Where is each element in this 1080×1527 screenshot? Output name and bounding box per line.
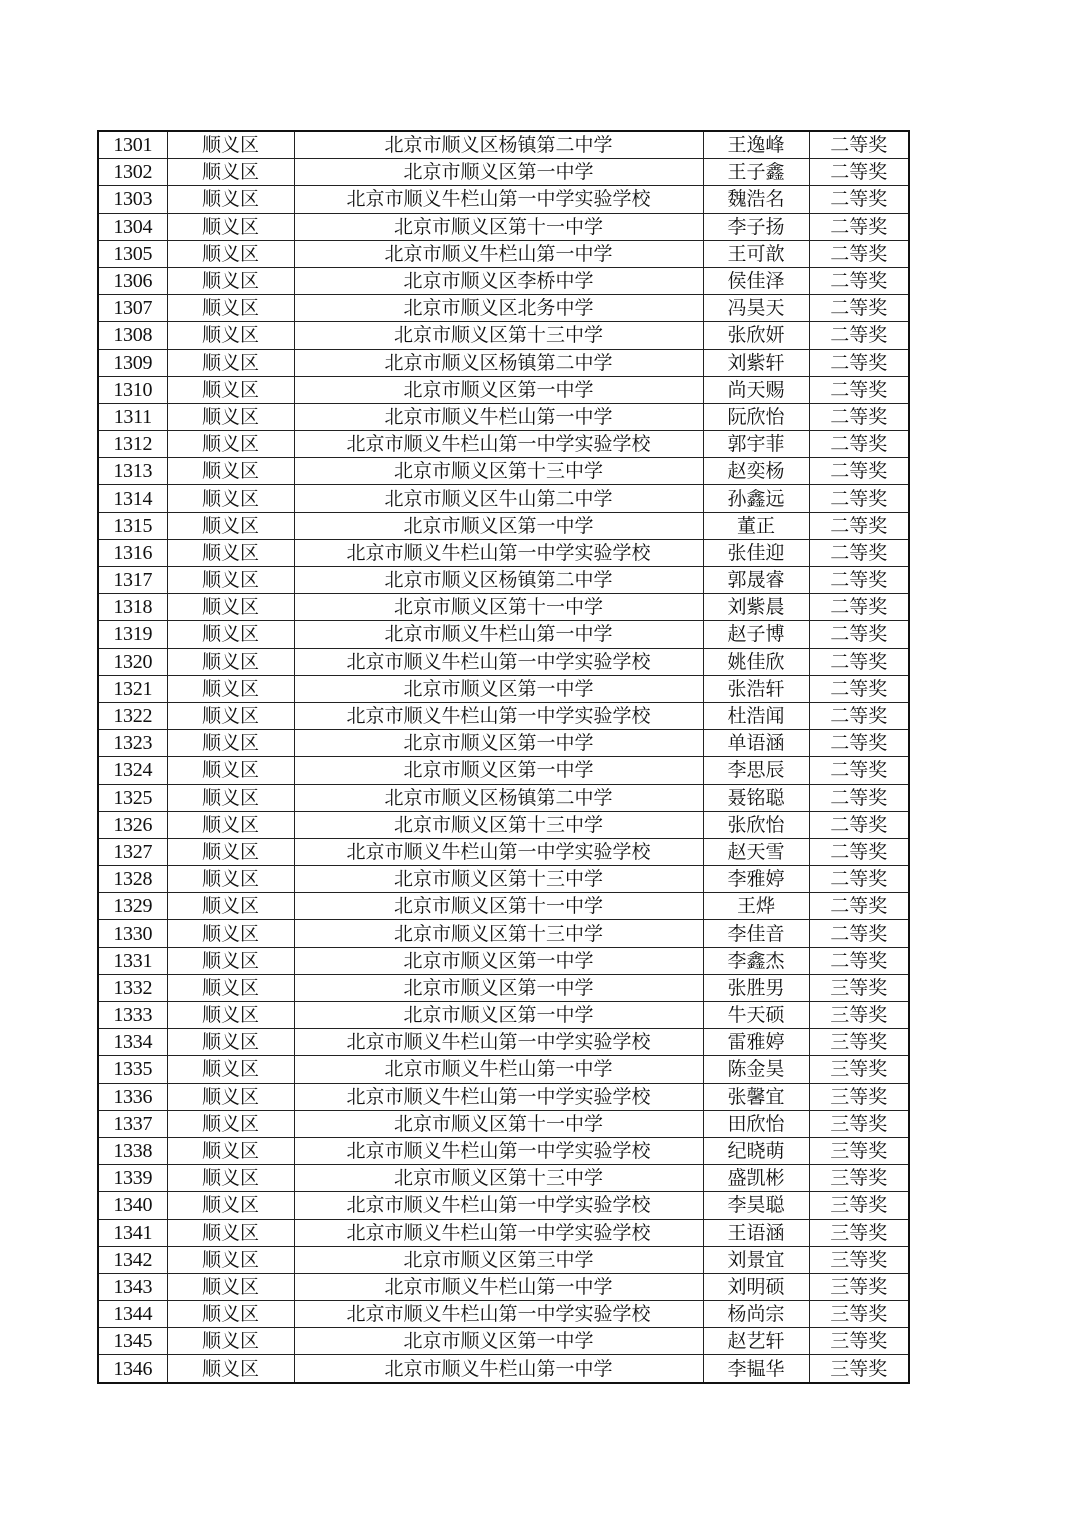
student-name-cell: 张浩轩 — [703, 675, 809, 702]
award-level-cell: 二等奖 — [809, 186, 909, 213]
student-name-cell: 王语涵 — [703, 1219, 809, 1246]
student-name-cell: 李昊聪 — [703, 1192, 809, 1219]
serial-number-cell: 1310 — [98, 376, 167, 403]
serial-number-cell: 1338 — [98, 1137, 167, 1164]
school-cell: 北京市顺义区第十一中学 — [294, 594, 703, 621]
award-level-cell: 二等奖 — [809, 702, 909, 729]
district-cell: 顺义区 — [167, 1301, 294, 1328]
district-cell: 顺义区 — [167, 675, 294, 702]
award-list-table — [97, 130, 910, 1384]
school-cell: 北京市顺义区牛山第二中学 — [294, 485, 703, 512]
district-cell: 顺义区 — [167, 1219, 294, 1246]
award-level-cell: 二等奖 — [809, 267, 909, 294]
table-row — [98, 403, 909, 430]
serial-number-cell: 1334 — [98, 1029, 167, 1056]
table-row — [98, 1219, 909, 1246]
district-cell: 顺义区 — [167, 811, 294, 838]
serial-number-cell: 1337 — [98, 1110, 167, 1137]
student-name-cell: 盛凯彬 — [703, 1165, 809, 1192]
serial-number-cell: 1322 — [98, 702, 167, 729]
award-level-cell: 二等奖 — [809, 594, 909, 621]
school-cell: 北京市顺义牛栏山第一中学实验学校 — [294, 1029, 703, 1056]
table-row — [98, 594, 909, 621]
table-row — [98, 784, 909, 811]
school-cell: 北京市顺义区第一中学 — [294, 159, 703, 186]
student-name-cell: 张馨宜 — [703, 1083, 809, 1110]
student-name-cell: 张欣怡 — [703, 811, 809, 838]
school-cell: 北京市顺义牛栏山第一中学实验学校 — [294, 431, 703, 458]
award-level-cell: 三等奖 — [809, 1246, 909, 1273]
student-name-cell: 聂铭聪 — [703, 784, 809, 811]
school-cell: 北京市顺义牛栏山第一中学 — [294, 1273, 703, 1300]
award-level-cell: 二等奖 — [809, 567, 909, 594]
table-row — [98, 1029, 909, 1056]
school-cell: 北京市顺义牛栏山第一中学实验学校 — [294, 648, 703, 675]
school-cell: 北京市顺义牛栏山第一中学实验学校 — [294, 186, 703, 213]
table-row — [98, 567, 909, 594]
student-name-cell: 李韫华 — [703, 1355, 809, 1383]
table-row — [98, 322, 909, 349]
school-cell: 北京市顺义牛栏山第一中学实验学校 — [294, 1083, 703, 1110]
student-name-cell: 王可歆 — [703, 240, 809, 267]
serial-number-cell: 1316 — [98, 539, 167, 566]
school-cell: 北京市顺义区第十三中学 — [294, 1165, 703, 1192]
student-name-cell: 杜浩闻 — [703, 702, 809, 729]
table-row — [98, 131, 909, 159]
award-level-cell: 二等奖 — [809, 920, 909, 947]
award-level-cell: 三等奖 — [809, 1165, 909, 1192]
award-level-cell: 二等奖 — [809, 512, 909, 539]
serial-number-cell: 1327 — [98, 838, 167, 865]
school-cell: 北京市顺义区第一中学 — [294, 376, 703, 403]
school-cell: 北京市顺义区第一中学 — [294, 512, 703, 539]
serial-number-cell: 1336 — [98, 1083, 167, 1110]
award-level-cell: 三等奖 — [809, 1273, 909, 1300]
school-cell: 北京市顺义区第十三中学 — [294, 458, 703, 485]
district-cell: 顺义区 — [167, 1002, 294, 1029]
serial-number-cell: 1330 — [98, 920, 167, 947]
award-level-cell: 二等奖 — [809, 349, 909, 376]
award-level-cell: 二等奖 — [809, 838, 909, 865]
award-level-cell: 二等奖 — [809, 431, 909, 458]
school-cell: 北京市顺义区第一中学 — [294, 947, 703, 974]
district-cell: 顺义区 — [167, 838, 294, 865]
award-level-cell: 三等奖 — [809, 1056, 909, 1083]
serial-number-cell: 1324 — [98, 757, 167, 784]
school-cell: 北京市顺义区第十一中学 — [294, 893, 703, 920]
district-cell: 顺义区 — [167, 702, 294, 729]
school-cell: 北京市顺义区第三中学 — [294, 1246, 703, 1273]
award-level-cell: 二等奖 — [809, 784, 909, 811]
award-level-cell: 二等奖 — [809, 730, 909, 757]
district-cell: 顺义区 — [167, 784, 294, 811]
serial-number-cell: 1314 — [98, 485, 167, 512]
award-level-cell: 三等奖 — [809, 1002, 909, 1029]
district-cell: 顺义区 — [167, 1246, 294, 1273]
student-name-cell: 赵艺轩 — [703, 1328, 809, 1355]
district-cell: 顺义区 — [167, 1355, 294, 1383]
school-cell: 北京市顺义牛栏山第一中学 — [294, 1056, 703, 1083]
award-level-cell: 三等奖 — [809, 1355, 909, 1383]
serial-number-cell: 1344 — [98, 1301, 167, 1328]
student-name-cell: 单语涵 — [703, 730, 809, 757]
award-level-cell: 二等奖 — [809, 295, 909, 322]
district-cell: 顺义区 — [167, 403, 294, 430]
student-name-cell: 陈金昊 — [703, 1056, 809, 1083]
school-cell: 北京市顺义区第一中学 — [294, 675, 703, 702]
table-row — [98, 213, 909, 240]
table-row — [98, 159, 909, 186]
district-cell: 顺义区 — [167, 322, 294, 349]
table-row — [98, 431, 909, 458]
school-cell: 北京市顺义区第一中学 — [294, 974, 703, 1001]
school-cell: 北京市顺义牛栏山第一中学 — [294, 621, 703, 648]
table-row — [98, 349, 909, 376]
serial-number-cell: 1315 — [98, 512, 167, 539]
table-row — [98, 186, 909, 213]
award-level-cell: 二等奖 — [809, 159, 909, 186]
award-level-cell: 三等奖 — [809, 1110, 909, 1137]
district-cell: 顺义区 — [167, 159, 294, 186]
table-row — [98, 893, 909, 920]
district-cell: 顺义区 — [167, 267, 294, 294]
student-name-cell: 赵奕杨 — [703, 458, 809, 485]
table-row — [98, 240, 909, 267]
serial-number-cell: 1305 — [98, 240, 167, 267]
district-cell: 顺义区 — [167, 458, 294, 485]
school-cell: 北京市顺义区杨镇第二中学 — [294, 131, 703, 159]
school-cell: 北京市顺义区第一中学 — [294, 1002, 703, 1029]
serial-number-cell: 1312 — [98, 431, 167, 458]
school-cell: 北京市顺义区杨镇第二中学 — [294, 784, 703, 811]
school-cell: 北京市顺义区李桥中学 — [294, 267, 703, 294]
student-name-cell: 阮欣怡 — [703, 403, 809, 430]
district-cell: 顺义区 — [167, 757, 294, 784]
serial-number-cell: 1317 — [98, 567, 167, 594]
student-name-cell: 张胜男 — [703, 974, 809, 1001]
serial-number-cell: 1331 — [98, 947, 167, 974]
district-cell: 顺义区 — [167, 431, 294, 458]
table-row — [98, 811, 909, 838]
student-name-cell: 赵天雪 — [703, 838, 809, 865]
serial-number-cell: 1343 — [98, 1273, 167, 1300]
table-row — [98, 1110, 909, 1137]
serial-number-cell: 1321 — [98, 675, 167, 702]
award-level-cell: 三等奖 — [809, 1029, 909, 1056]
serial-number-cell: 1329 — [98, 893, 167, 920]
student-name-cell: 郭晟睿 — [703, 567, 809, 594]
district-cell: 顺义区 — [167, 1192, 294, 1219]
serial-number-cell: 1341 — [98, 1219, 167, 1246]
student-name-cell: 刘紫晨 — [703, 594, 809, 621]
award-level-cell: 二等奖 — [809, 947, 909, 974]
award-level-cell: 二等奖 — [809, 757, 909, 784]
student-name-cell: 张佳迎 — [703, 539, 809, 566]
student-name-cell: 杨尚宗 — [703, 1301, 809, 1328]
school-cell: 北京市顺义牛栏山第一中学 — [294, 1355, 703, 1383]
serial-number-cell: 1307 — [98, 295, 167, 322]
district-cell: 顺义区 — [167, 539, 294, 566]
serial-number-cell: 1326 — [98, 811, 167, 838]
serial-number-cell: 1339 — [98, 1165, 167, 1192]
award-level-cell: 二等奖 — [809, 403, 909, 430]
school-cell: 北京市顺义区第一中学 — [294, 757, 703, 784]
school-cell: 北京市顺义牛栏山第一中学实验学校 — [294, 838, 703, 865]
table-row — [98, 730, 909, 757]
student-name-cell: 李子扬 — [703, 213, 809, 240]
district-cell: 顺义区 — [167, 186, 294, 213]
student-name-cell: 冯昊天 — [703, 295, 809, 322]
student-name-cell: 张欣妍 — [703, 322, 809, 349]
serial-number-cell: 1318 — [98, 594, 167, 621]
table-row — [98, 1355, 909, 1383]
serial-number-cell: 1320 — [98, 648, 167, 675]
school-cell: 北京市顺义牛栏山第一中学 — [294, 240, 703, 267]
student-name-cell: 魏浩名 — [703, 186, 809, 213]
district-cell: 顺义区 — [167, 1056, 294, 1083]
district-cell: 顺义区 — [167, 893, 294, 920]
table-row — [98, 757, 909, 784]
award-level-cell: 二等奖 — [809, 213, 909, 240]
serial-number-cell: 1306 — [98, 267, 167, 294]
award-level-cell: 二等奖 — [809, 131, 909, 159]
district-cell: 顺义区 — [167, 1137, 294, 1164]
student-name-cell: 李雅婷 — [703, 866, 809, 893]
district-cell: 顺义区 — [167, 947, 294, 974]
table-row — [98, 1165, 909, 1192]
student-name-cell: 王子鑫 — [703, 159, 809, 186]
award-level-cell: 二等奖 — [809, 811, 909, 838]
table-row — [98, 1002, 909, 1029]
school-cell: 北京市顺义区第一中学 — [294, 1328, 703, 1355]
serial-number-cell: 1303 — [98, 186, 167, 213]
school-cell: 北京市顺义区第十一中学 — [294, 1110, 703, 1137]
table-row — [98, 295, 909, 322]
award-level-cell: 三等奖 — [809, 974, 909, 1001]
table-row — [98, 512, 909, 539]
table-row — [98, 947, 909, 974]
award-level-cell: 三等奖 — [809, 1137, 909, 1164]
serial-number-cell: 1308 — [98, 322, 167, 349]
district-cell: 顺义区 — [167, 866, 294, 893]
award-level-cell: 二等奖 — [809, 675, 909, 702]
school-cell: 北京市顺义区第十一中学 — [294, 213, 703, 240]
serial-number-cell: 1328 — [98, 866, 167, 893]
award-level-cell: 二等奖 — [809, 322, 909, 349]
district-cell: 顺义区 — [167, 131, 294, 159]
student-name-cell: 姚佳欣 — [703, 648, 809, 675]
district-cell: 顺义区 — [167, 485, 294, 512]
school-cell: 北京市顺义牛栏山第一中学实验学校 — [294, 702, 703, 729]
district-cell: 顺义区 — [167, 1165, 294, 1192]
serial-number-cell: 1333 — [98, 1002, 167, 1029]
award-level-cell: 三等奖 — [809, 1328, 909, 1355]
district-cell: 顺义区 — [167, 920, 294, 947]
award-level-cell: 三等奖 — [809, 1301, 909, 1328]
school-cell: 北京市顺义区第十三中学 — [294, 811, 703, 838]
school-cell: 北京市顺义区第十三中学 — [294, 322, 703, 349]
student-name-cell: 田欣怡 — [703, 1110, 809, 1137]
district-cell: 顺义区 — [167, 594, 294, 621]
award-level-cell: 二等奖 — [809, 648, 909, 675]
student-name-cell: 刘景宜 — [703, 1246, 809, 1273]
table-row — [98, 1056, 909, 1083]
student-name-cell: 董正 — [703, 512, 809, 539]
school-cell: 北京市顺义牛栏山第一中学实验学校 — [294, 1219, 703, 1246]
award-level-cell: 三等奖 — [809, 1083, 909, 1110]
table-row — [98, 1192, 909, 1219]
district-cell: 顺义区 — [167, 1110, 294, 1137]
student-name-cell: 王逸峰 — [703, 131, 809, 159]
district-cell: 顺义区 — [167, 1328, 294, 1355]
district-cell: 顺义区 — [167, 240, 294, 267]
serial-number-cell: 1309 — [98, 349, 167, 376]
student-name-cell: 刘明硕 — [703, 1273, 809, 1300]
student-name-cell: 牛天硕 — [703, 1002, 809, 1029]
table-row — [98, 485, 909, 512]
table-row — [98, 648, 909, 675]
school-cell: 北京市顺义牛栏山第一中学 — [294, 403, 703, 430]
school-cell: 北京市顺义区第一中学 — [294, 730, 703, 757]
award-level-cell: 二等奖 — [809, 893, 909, 920]
serial-number-cell: 1311 — [98, 403, 167, 430]
student-name-cell: 纪晓萌 — [703, 1137, 809, 1164]
student-name-cell: 孙鑫远 — [703, 485, 809, 512]
serial-number-cell: 1325 — [98, 784, 167, 811]
award-level-cell: 二等奖 — [809, 485, 909, 512]
district-cell: 顺义区 — [167, 730, 294, 757]
serial-number-cell: 1340 — [98, 1192, 167, 1219]
serial-number-cell: 1302 — [98, 159, 167, 186]
district-cell: 顺义区 — [167, 1273, 294, 1300]
table-row — [98, 539, 909, 566]
table-row — [98, 702, 909, 729]
serial-number-cell: 1323 — [98, 730, 167, 757]
serial-number-cell: 1304 — [98, 213, 167, 240]
table-row — [98, 838, 909, 865]
school-cell: 北京市顺义牛栏山第一中学实验学校 — [294, 1137, 703, 1164]
student-name-cell: 侯佳泽 — [703, 267, 809, 294]
school-cell: 北京市顺义区北务中学 — [294, 295, 703, 322]
serial-number-cell: 1345 — [98, 1328, 167, 1355]
table-row — [98, 1246, 909, 1273]
award-list-body — [98, 131, 909, 1383]
student-name-cell: 雷雅婷 — [703, 1029, 809, 1056]
serial-number-cell: 1342 — [98, 1246, 167, 1273]
table-row — [98, 974, 909, 1001]
school-cell: 北京市顺义区第十三中学 — [294, 866, 703, 893]
district-cell: 顺义区 — [167, 1029, 294, 1056]
school-cell: 北京市顺义区杨镇第二中学 — [294, 567, 703, 594]
award-level-cell: 二等奖 — [809, 376, 909, 403]
table-row — [98, 621, 909, 648]
district-cell: 顺义区 — [167, 974, 294, 1001]
award-level-cell: 三等奖 — [809, 1219, 909, 1246]
school-cell: 北京市顺义区第十三中学 — [294, 920, 703, 947]
award-level-cell: 三等奖 — [809, 1192, 909, 1219]
district-cell: 顺义区 — [167, 512, 294, 539]
district-cell: 顺义区 — [167, 295, 294, 322]
student-name-cell: 赵子博 — [703, 621, 809, 648]
school-cell: 北京市顺义牛栏山第一中学实验学校 — [294, 1301, 703, 1328]
award-level-cell: 二等奖 — [809, 458, 909, 485]
district-cell: 顺义区 — [167, 376, 294, 403]
table-row — [98, 458, 909, 485]
student-name-cell: 李思辰 — [703, 757, 809, 784]
student-name-cell: 郭宇菲 — [703, 431, 809, 458]
table-row — [98, 1273, 909, 1300]
award-level-cell: 二等奖 — [809, 866, 909, 893]
table-row — [98, 1137, 909, 1164]
serial-number-cell: 1301 — [98, 131, 167, 159]
district-cell: 顺义区 — [167, 648, 294, 675]
student-name-cell: 尚天赐 — [703, 376, 809, 403]
student-name-cell: 王烨 — [703, 893, 809, 920]
student-name-cell: 李佳音 — [703, 920, 809, 947]
school-cell: 北京市顺义牛栏山第一中学实验学校 — [294, 1192, 703, 1219]
award-level-cell: 二等奖 — [809, 621, 909, 648]
table-row — [98, 376, 909, 403]
serial-number-cell: 1313 — [98, 458, 167, 485]
serial-number-cell: 1346 — [98, 1355, 167, 1383]
table-row — [98, 1328, 909, 1355]
award-level-cell: 二等奖 — [809, 240, 909, 267]
district-cell: 顺义区 — [167, 213, 294, 240]
district-cell: 顺义区 — [167, 349, 294, 376]
student-name-cell: 刘紫轩 — [703, 349, 809, 376]
serial-number-cell: 1332 — [98, 974, 167, 1001]
award-level-cell: 二等奖 — [809, 539, 909, 566]
table-row — [98, 1301, 909, 1328]
table-row — [98, 920, 909, 947]
district-cell: 顺义区 — [167, 1083, 294, 1110]
table-row — [98, 866, 909, 893]
district-cell: 顺义区 — [167, 567, 294, 594]
table-row — [98, 1083, 909, 1110]
district-cell: 顺义区 — [167, 621, 294, 648]
serial-number-cell: 1319 — [98, 621, 167, 648]
table-row — [98, 267, 909, 294]
school-cell: 北京市顺义牛栏山第一中学实验学校 — [294, 539, 703, 566]
table-row — [98, 675, 909, 702]
student-name-cell: 李鑫杰 — [703, 947, 809, 974]
school-cell: 北京市顺义区杨镇第二中学 — [294, 349, 703, 376]
serial-number-cell: 1335 — [98, 1056, 167, 1083]
